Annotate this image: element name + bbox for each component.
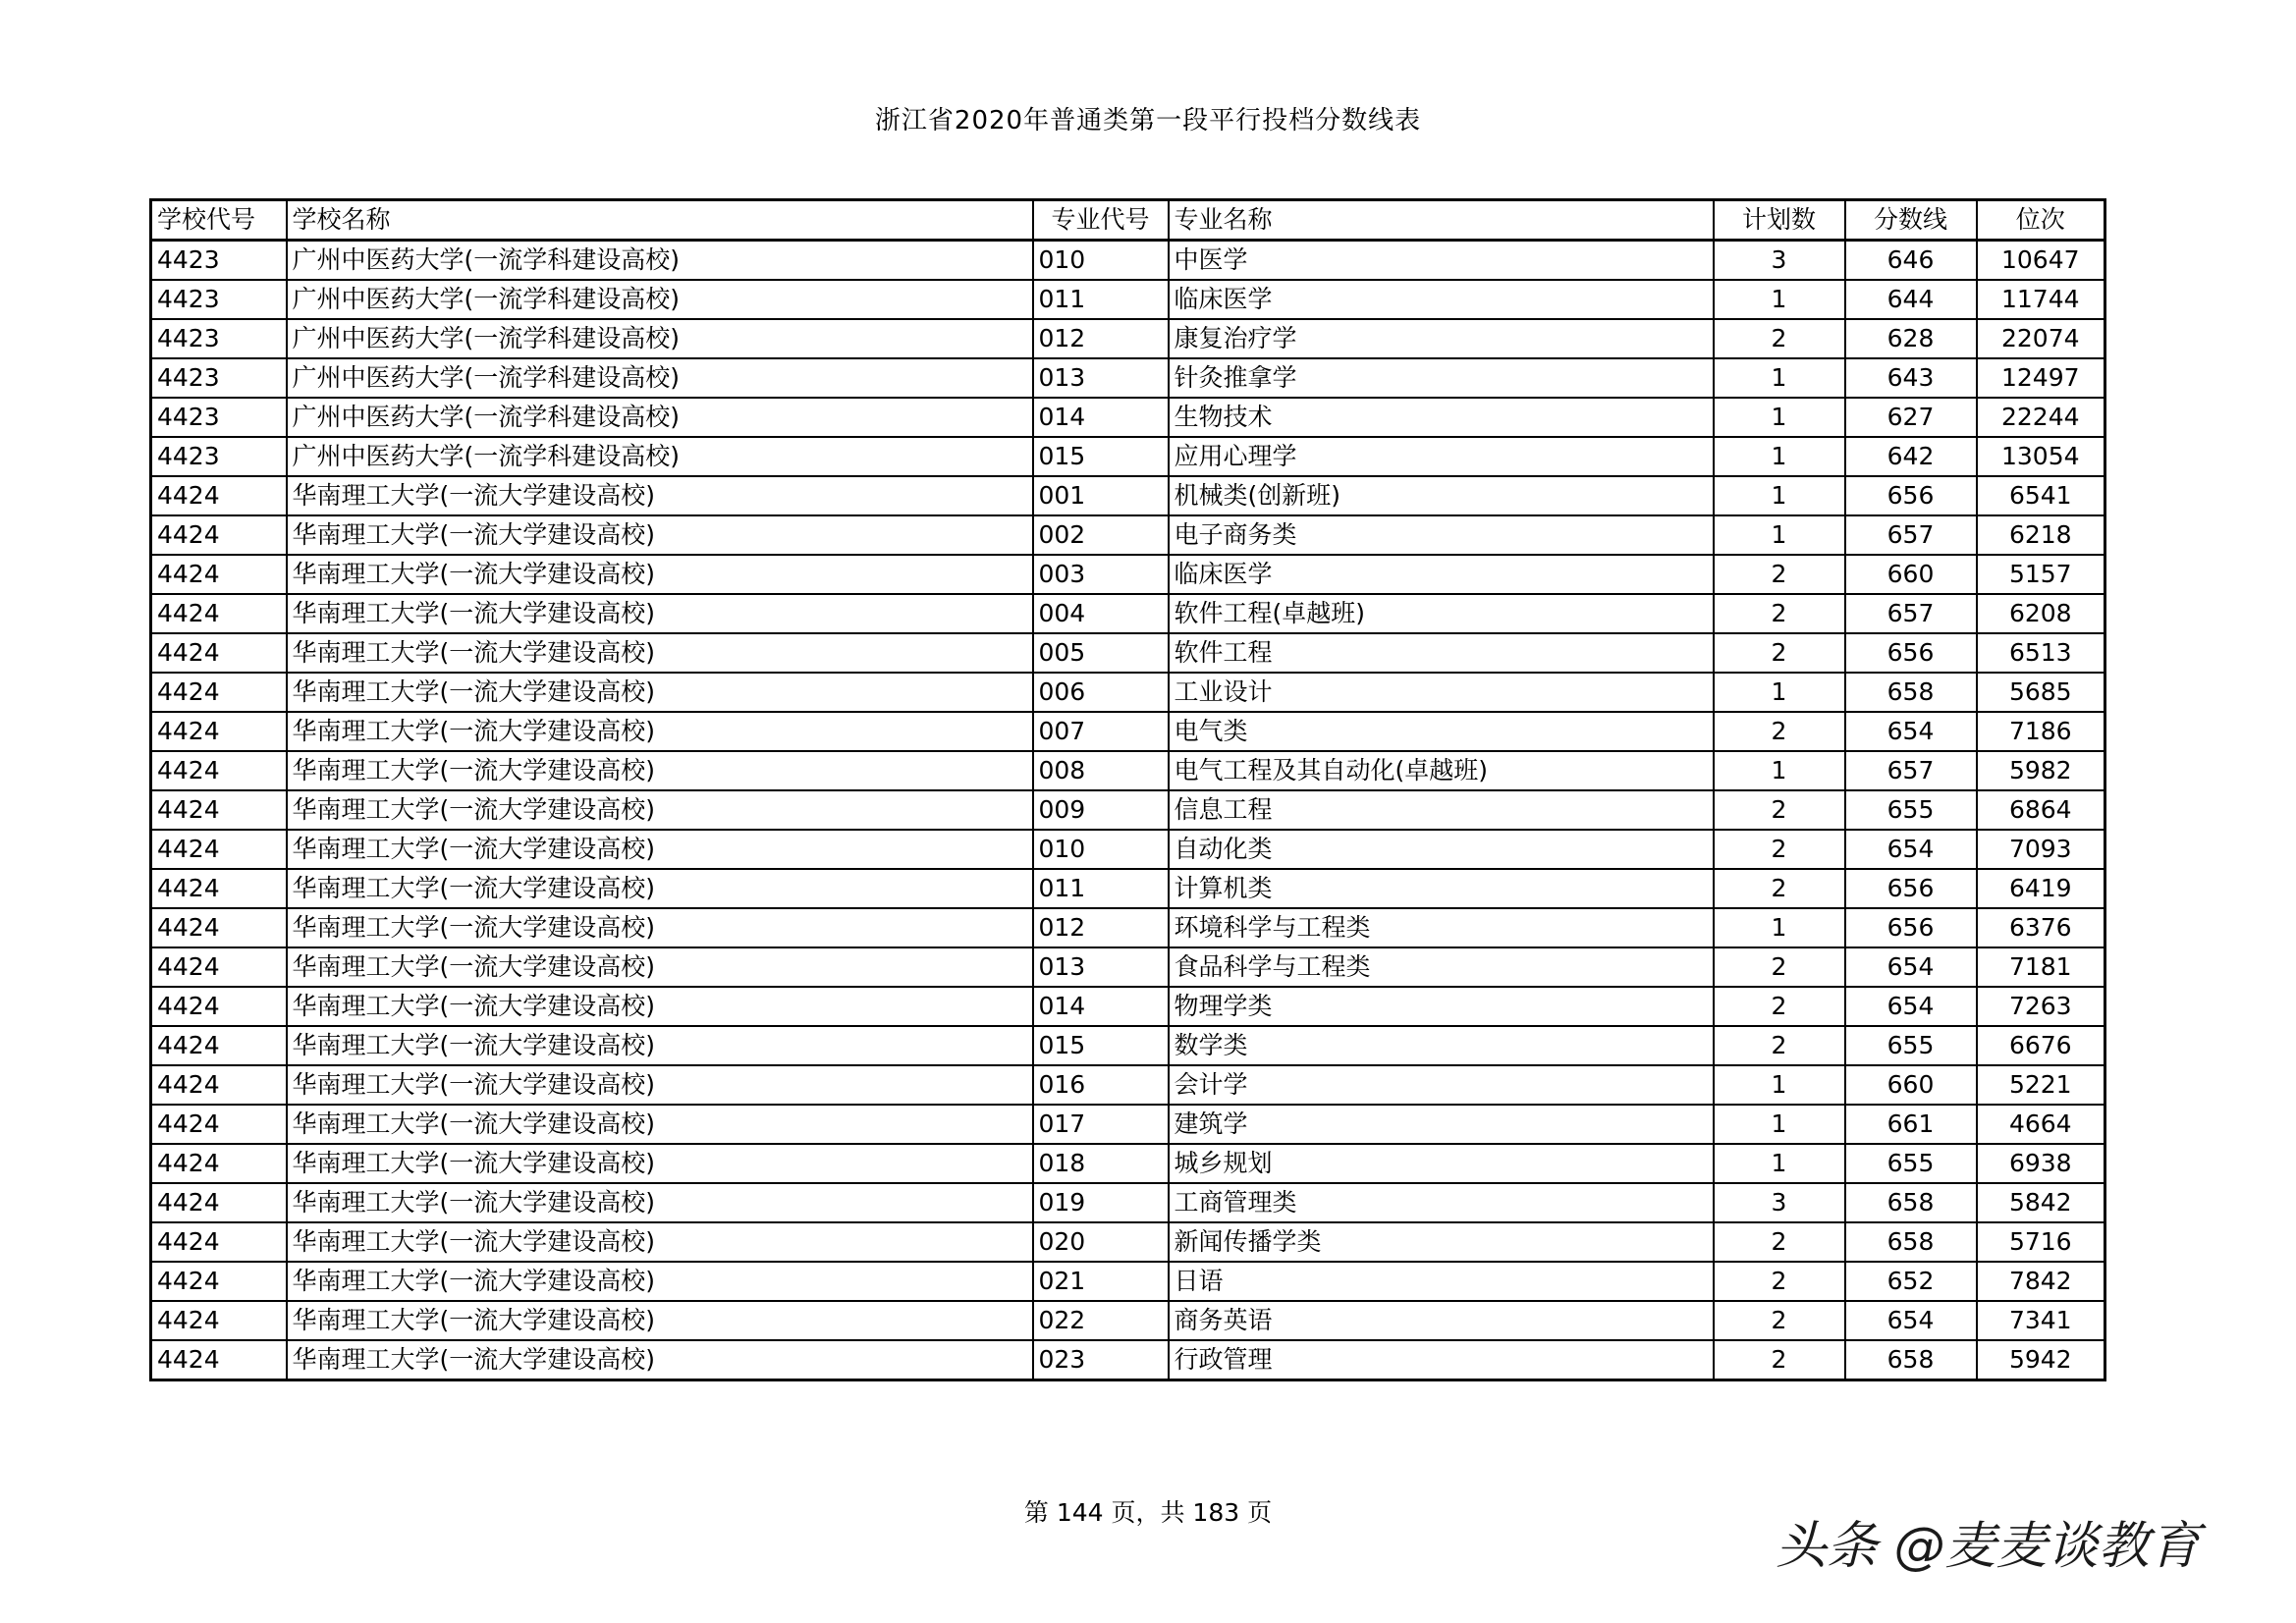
header-school-code: 学校代号	[151, 200, 287, 241]
table-row	[151, 790, 2105, 830]
cell-rank: 6419	[1977, 869, 2105, 908]
cell-score-line: 656	[1845, 869, 1977, 908]
table-row	[151, 241, 2105, 281]
table-row	[151, 358, 2105, 398]
cell-school-code: 4424	[151, 515, 287, 555]
cell-score-line: 660	[1845, 1065, 1977, 1105]
cell-plan-count: 2	[1714, 555, 1845, 594]
cell-score-line: 655	[1845, 1144, 1977, 1183]
table-row	[151, 751, 2105, 790]
cell-rank: 6218	[1977, 515, 2105, 555]
cell-rank: 6208	[1977, 594, 2105, 633]
cell-school-name: 广州中医药大学(一流学科建设高校)	[287, 319, 1033, 358]
cell-rank: 5157	[1977, 555, 2105, 594]
cell-school-code: 4424	[151, 1340, 287, 1380]
cell-major-name: 电气类	[1169, 712, 1714, 751]
cell-major-code: 014	[1033, 987, 1169, 1026]
cell-school-name: 华南理工大学(一流大学建设高校)	[287, 830, 1033, 869]
cell-rank: 5685	[1977, 673, 2105, 712]
cell-school-code: 4424	[151, 1301, 287, 1340]
cell-major-code: 008	[1033, 751, 1169, 790]
cell-school-name: 华南理工大学(一流大学建设高校)	[287, 1262, 1033, 1301]
header-major-name: 专业名称	[1169, 200, 1714, 241]
header-plan-count: 计划数	[1714, 200, 1845, 241]
table-row	[151, 987, 2105, 1026]
cell-major-name: 计算机类	[1169, 869, 1714, 908]
table-row	[151, 1183, 2105, 1222]
cell-school-name: 广州中医药大学(一流学科建设高校)	[287, 398, 1033, 437]
cell-major-name: 自动化类	[1169, 830, 1714, 869]
cell-major-code: 001	[1033, 476, 1169, 515]
cell-school-name: 华南理工大学(一流大学建设高校)	[287, 1065, 1033, 1105]
cell-plan-count: 1	[1714, 280, 1845, 319]
cell-score-line: 642	[1845, 437, 1977, 476]
cell-plan-count: 2	[1714, 712, 1845, 751]
cell-major-name: 软件工程(卓越班)	[1169, 594, 1714, 633]
cell-school-name: 华南理工大学(一流大学建设高校)	[287, 712, 1033, 751]
cell-major-code: 007	[1033, 712, 1169, 751]
cell-school-code: 4423	[151, 398, 287, 437]
table-row	[151, 869, 2105, 908]
cell-major-name: 机械类(创新班)	[1169, 476, 1714, 515]
cell-major-code: 009	[1033, 790, 1169, 830]
cell-school-name: 华南理工大学(一流大学建设高校)	[287, 1026, 1033, 1065]
cell-school-code: 4423	[151, 280, 287, 319]
cell-major-name: 中医学	[1169, 241, 1714, 281]
cell-major-code: 015	[1033, 1026, 1169, 1065]
cell-plan-count: 1	[1714, 908, 1845, 947]
table-row	[151, 1301, 2105, 1340]
table-body	[151, 241, 2105, 1380]
cell-major-code: 021	[1033, 1262, 1169, 1301]
table-row	[151, 319, 2105, 358]
cell-major-code: 011	[1033, 280, 1169, 319]
cell-school-name: 华南理工大学(一流大学建设高校)	[287, 594, 1033, 633]
cell-score-line: 657	[1845, 751, 1977, 790]
cell-school-name: 华南理工大学(一流大学建设高校)	[287, 1301, 1033, 1340]
cell-score-line: 658	[1845, 1222, 1977, 1262]
cell-major-code: 019	[1033, 1183, 1169, 1222]
cell-school-code: 4424	[151, 869, 287, 908]
table-row	[151, 1340, 2105, 1380]
cell-score-line: 654	[1845, 712, 1977, 751]
cell-major-name: 工商管理类	[1169, 1183, 1714, 1222]
cell-major-code: 012	[1033, 319, 1169, 358]
cell-plan-count: 2	[1714, 633, 1845, 673]
cell-school-code: 4423	[151, 241, 287, 281]
cell-rank: 13054	[1977, 437, 2105, 476]
cell-major-name: 会计学	[1169, 1065, 1714, 1105]
table-row	[151, 673, 2105, 712]
cell-score-line: 654	[1845, 947, 1977, 987]
cell-score-line: 628	[1845, 319, 1977, 358]
cell-score-line: 655	[1845, 790, 1977, 830]
cell-school-code: 4424	[151, 1105, 287, 1144]
table-row	[151, 1026, 2105, 1065]
cell-school-name: 华南理工大学(一流大学建设高校)	[287, 673, 1033, 712]
cell-major-code: 013	[1033, 358, 1169, 398]
table-row	[151, 947, 2105, 987]
cell-score-line: 627	[1845, 398, 1977, 437]
cell-major-code: 012	[1033, 908, 1169, 947]
table-row	[151, 398, 2105, 437]
cell-major-code: 014	[1033, 398, 1169, 437]
cell-major-code: 002	[1033, 515, 1169, 555]
cell-major-name: 生物技术	[1169, 398, 1714, 437]
cell-school-code: 4424	[151, 1144, 287, 1183]
watermark: 头条 @麦麦谈教育	[1776, 1517, 2201, 1576]
cell-major-name: 针灸推拿学	[1169, 358, 1714, 398]
cell-major-name: 行政管理	[1169, 1340, 1714, 1380]
cell-plan-count: 1	[1714, 358, 1845, 398]
cell-school-code: 4424	[151, 476, 287, 515]
cell-plan-count: 2	[1714, 594, 1845, 633]
cell-plan-count: 3	[1714, 241, 1845, 281]
cell-school-code: 4424	[151, 987, 287, 1026]
cell-rank: 5221	[1977, 1065, 2105, 1105]
cell-school-code: 4424	[151, 1026, 287, 1065]
cell-school-name: 广州中医药大学(一流学科建设高校)	[287, 437, 1033, 476]
cell-rank: 22244	[1977, 398, 2105, 437]
cell-rank: 10647	[1977, 241, 2105, 281]
cell-school-code: 4424	[151, 633, 287, 673]
table-row	[151, 633, 2105, 673]
cell-plan-count: 2	[1714, 790, 1845, 830]
cell-school-name: 华南理工大学(一流大学建设高校)	[287, 515, 1033, 555]
cell-rank: 6541	[1977, 476, 2105, 515]
table-row	[151, 280, 2105, 319]
cell-score-line: 644	[1845, 280, 1977, 319]
cell-school-name: 华南理工大学(一流大学建设高校)	[287, 1144, 1033, 1183]
cell-score-line: 646	[1845, 241, 1977, 281]
cell-rank: 7181	[1977, 947, 2105, 987]
cell-major-code: 010	[1033, 830, 1169, 869]
cell-plan-count: 1	[1714, 673, 1845, 712]
cell-score-line: 657	[1845, 594, 1977, 633]
cell-school-code: 4424	[151, 712, 287, 751]
cell-rank: 22074	[1977, 319, 2105, 358]
cell-plan-count: 1	[1714, 398, 1845, 437]
cell-major-name: 建筑学	[1169, 1105, 1714, 1144]
cell-major-code: 004	[1033, 594, 1169, 633]
cell-school-code: 4423	[151, 358, 287, 398]
cell-plan-count: 2	[1714, 1301, 1845, 1340]
cell-plan-count: 2	[1714, 319, 1845, 358]
table-row	[151, 1144, 2105, 1183]
cell-school-code: 4423	[151, 437, 287, 476]
cell-major-code: 006	[1033, 673, 1169, 712]
cell-score-line: 658	[1845, 673, 1977, 712]
cell-plan-count: 3	[1714, 1183, 1845, 1222]
cell-score-line: 661	[1845, 1105, 1977, 1144]
cell-school-code: 4424	[151, 1262, 287, 1301]
cell-score-line: 643	[1845, 358, 1977, 398]
cell-school-name: 华南理工大学(一流大学建设高校)	[287, 1183, 1033, 1222]
table-row	[151, 1262, 2105, 1301]
cell-rank: 7341	[1977, 1301, 2105, 1340]
cell-major-name: 信息工程	[1169, 790, 1714, 830]
cell-major-code: 022	[1033, 1301, 1169, 1340]
document-title: 浙江省2020年普通类第一段平行投档分数线表	[874, 106, 1422, 135]
cell-rank: 6864	[1977, 790, 2105, 830]
cell-rank: 6513	[1977, 633, 2105, 673]
cell-major-name: 临床医学	[1169, 555, 1714, 594]
cell-school-name: 广州中医药大学(一流学科建设高校)	[287, 241, 1033, 281]
table-row	[151, 594, 2105, 633]
cell-score-line: 660	[1845, 555, 1977, 594]
cell-school-code: 4424	[151, 947, 287, 987]
cell-plan-count: 2	[1714, 1026, 1845, 1065]
cell-school-name: 华南理工大学(一流大学建设高校)	[287, 987, 1033, 1026]
cell-rank: 5942	[1977, 1340, 2105, 1380]
cell-major-name: 电子商务类	[1169, 515, 1714, 555]
cell-school-code: 4424	[151, 790, 287, 830]
cell-school-code: 4424	[151, 594, 287, 633]
cell-school-code: 4423	[151, 319, 287, 358]
cell-major-name: 数学类	[1169, 1026, 1714, 1065]
cell-plan-count: 1	[1714, 515, 1845, 555]
cell-major-name: 城乡规划	[1169, 1144, 1714, 1183]
cell-major-name: 康复治疗学	[1169, 319, 1714, 358]
cell-school-name: 华南理工大学(一流大学建设高校)	[287, 908, 1033, 947]
cell-major-code: 003	[1033, 555, 1169, 594]
table-header-row	[151, 200, 2105, 241]
cell-rank: 5982	[1977, 751, 2105, 790]
table-row	[151, 830, 2105, 869]
cell-plan-count: 1	[1714, 1144, 1845, 1183]
cell-major-code: 023	[1033, 1340, 1169, 1380]
cell-school-name: 华南理工大学(一流大学建设高校)	[287, 633, 1033, 673]
cell-plan-count: 2	[1714, 947, 1845, 987]
cell-major-code: 015	[1033, 437, 1169, 476]
table-row	[151, 712, 2105, 751]
cell-rank: 6938	[1977, 1144, 2105, 1183]
cell-score-line: 656	[1845, 633, 1977, 673]
cell-plan-count: 1	[1714, 476, 1845, 515]
cell-major-name: 应用心理学	[1169, 437, 1714, 476]
cell-score-line: 658	[1845, 1340, 1977, 1380]
cell-rank: 11744	[1977, 280, 2105, 319]
cell-plan-count: 2	[1714, 1222, 1845, 1262]
cell-plan-count: 2	[1714, 1262, 1845, 1301]
cell-rank: 7093	[1977, 830, 2105, 869]
header-major-code: 专业代号	[1033, 200, 1169, 241]
cell-score-line: 656	[1845, 908, 1977, 947]
page-footer: 第 144 页，共 183 页	[1023, 1498, 1273, 1527]
cell-school-code: 4424	[151, 555, 287, 594]
cell-major-code: 010	[1033, 241, 1169, 281]
cell-score-line: 657	[1845, 515, 1977, 555]
cell-plan-count: 2	[1714, 830, 1845, 869]
cell-school-name: 华南理工大学(一流大学建设高校)	[287, 476, 1033, 515]
cell-school-code: 4424	[151, 673, 287, 712]
cell-rank: 6676	[1977, 1026, 2105, 1065]
cell-school-code: 4424	[151, 908, 287, 947]
cell-rank: 4664	[1977, 1105, 2105, 1144]
cell-rank: 7263	[1977, 987, 2105, 1026]
cell-rank: 12497	[1977, 358, 2105, 398]
cell-score-line: 654	[1845, 987, 1977, 1026]
cell-major-name: 商务英语	[1169, 1301, 1714, 1340]
cell-major-name: 临床医学	[1169, 280, 1714, 319]
cell-school-code: 4424	[151, 1222, 287, 1262]
cell-major-name: 工业设计	[1169, 673, 1714, 712]
cell-score-line: 658	[1845, 1183, 1977, 1222]
cell-school-code: 4424	[151, 1065, 287, 1105]
table-row	[151, 476, 2105, 515]
table-row	[151, 1065, 2105, 1105]
cell-plan-count: 2	[1714, 1340, 1845, 1380]
table-row	[151, 555, 2105, 594]
table-row	[151, 515, 2105, 555]
cell-major-name: 食品科学与工程类	[1169, 947, 1714, 987]
cell-major-name: 日语	[1169, 1262, 1714, 1301]
cell-major-name: 新闻传播学类	[1169, 1222, 1714, 1262]
cell-score-line: 656	[1845, 476, 1977, 515]
cell-plan-count: 1	[1714, 751, 1845, 790]
cell-score-line: 654	[1845, 1301, 1977, 1340]
table-row	[151, 908, 2105, 947]
cell-plan-count: 2	[1714, 987, 1845, 1026]
header-school-name: 学校名称	[287, 200, 1033, 241]
cell-school-name: 华南理工大学(一流大学建设高校)	[287, 790, 1033, 830]
cell-major-name: 软件工程	[1169, 633, 1714, 673]
cell-school-name: 广州中医药大学(一流学科建设高校)	[287, 358, 1033, 398]
cell-rank: 7842	[1977, 1262, 2105, 1301]
cell-plan-count: 1	[1714, 437, 1845, 476]
cell-major-code: 020	[1033, 1222, 1169, 1262]
cell-major-code: 011	[1033, 869, 1169, 908]
cell-school-name: 华南理工大学(一流大学建设高校)	[287, 869, 1033, 908]
cell-rank: 5716	[1977, 1222, 2105, 1262]
cell-school-name: 华南理工大学(一流大学建设高校)	[287, 555, 1033, 594]
header-score-line: 分数线	[1845, 200, 1977, 241]
admission-score-table	[149, 198, 2106, 1381]
cell-school-code: 4424	[151, 830, 287, 869]
cell-rank: 7186	[1977, 712, 2105, 751]
table-row	[151, 437, 2105, 476]
cell-school-code: 4424	[151, 1183, 287, 1222]
cell-major-code: 013	[1033, 947, 1169, 987]
cell-major-code: 005	[1033, 633, 1169, 673]
cell-rank: 6376	[1977, 908, 2105, 947]
cell-major-name: 电气工程及其自动化(卓越班)	[1169, 751, 1714, 790]
cell-major-code: 016	[1033, 1065, 1169, 1105]
cell-score-line: 654	[1845, 830, 1977, 869]
cell-major-name: 物理学类	[1169, 987, 1714, 1026]
cell-school-name: 华南理工大学(一流大学建设高校)	[287, 1222, 1033, 1262]
cell-rank: 5842	[1977, 1183, 2105, 1222]
cell-major-code: 017	[1033, 1105, 1169, 1144]
cell-plan-count: 1	[1714, 1105, 1845, 1144]
table-row	[151, 1105, 2105, 1144]
cell-school-name: 华南理工大学(一流大学建设高校)	[287, 947, 1033, 987]
cell-major-code: 018	[1033, 1144, 1169, 1183]
cell-score-line: 652	[1845, 1262, 1977, 1301]
cell-plan-count: 2	[1714, 869, 1845, 908]
cell-major-name: 环境科学与工程类	[1169, 908, 1714, 947]
cell-school-name: 广州中医药大学(一流学科建设高校)	[287, 280, 1033, 319]
header-rank: 位次	[1977, 200, 2105, 241]
cell-school-name: 华南理工大学(一流大学建设高校)	[287, 1340, 1033, 1380]
table-row	[151, 1222, 2105, 1262]
cell-school-name: 华南理工大学(一流大学建设高校)	[287, 751, 1033, 790]
cell-school-name: 华南理工大学(一流大学建设高校)	[287, 1105, 1033, 1144]
cell-score-line: 655	[1845, 1026, 1977, 1065]
cell-plan-count: 1	[1714, 1065, 1845, 1105]
cell-school-code: 4424	[151, 751, 287, 790]
